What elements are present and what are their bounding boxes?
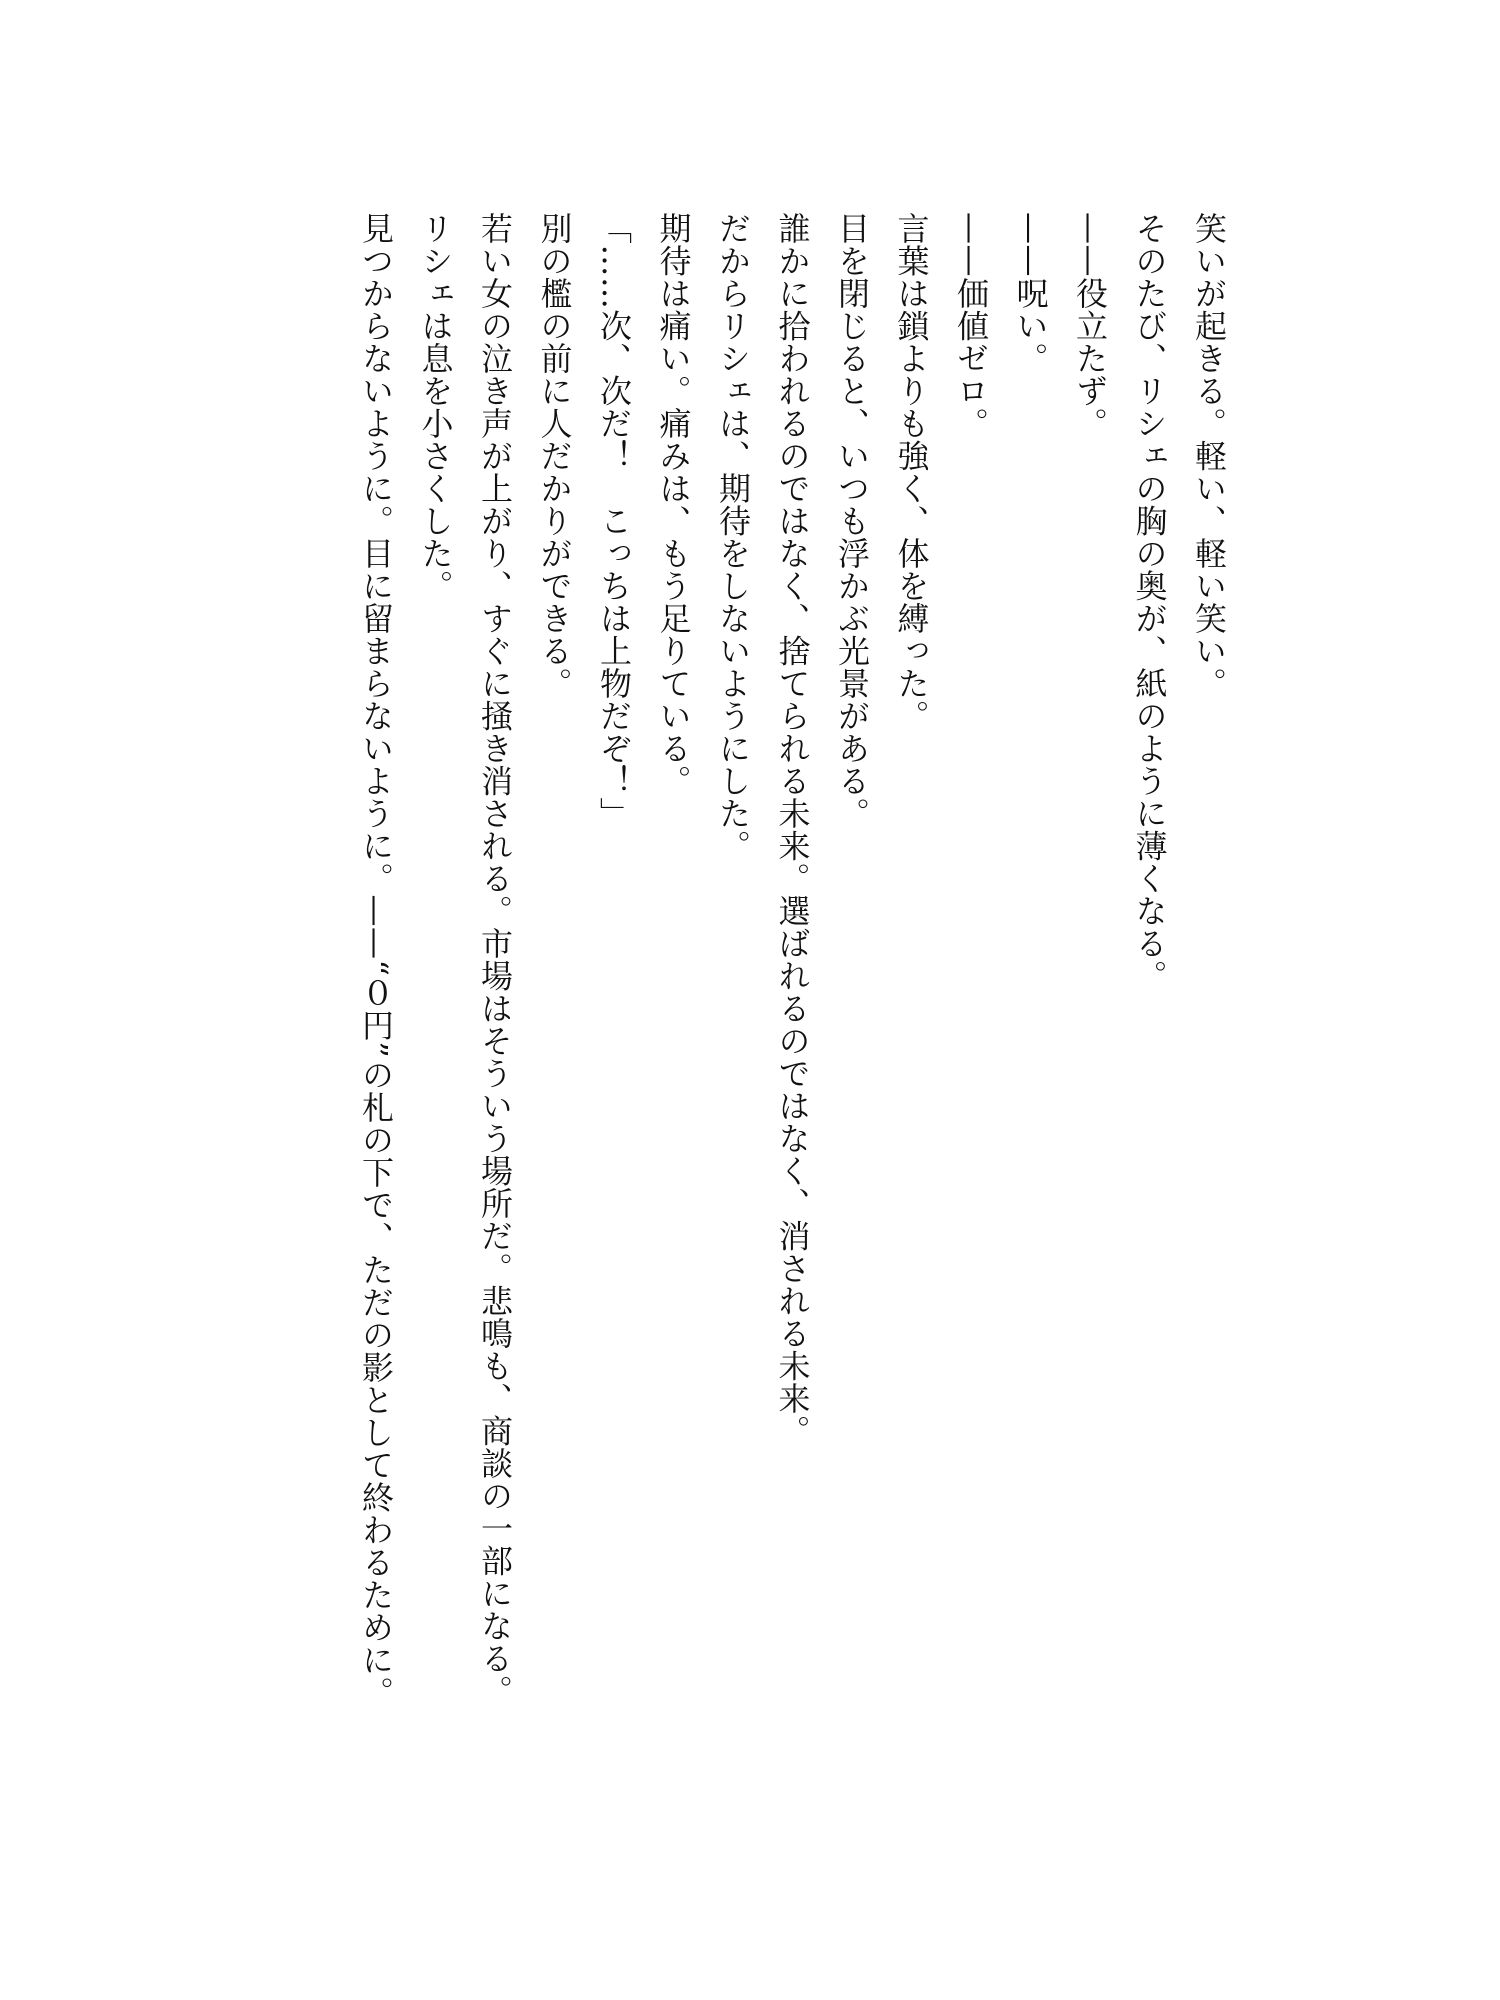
text-line: 見つからないように。目に留まらないように。——“０円”の札の下で、ただの影として終わるために。 (357, 212, 395, 1709)
text-line: 言葉は鎖よりも強く、体を縛った。 (892, 212, 931, 732)
vertical-text-body (346, 212, 1239, 1872)
text-line: ——呪い。 (1011, 212, 1050, 375)
text-line: リシェは息を小さくした。 (416, 212, 455, 602)
text-line: 笑いが起きる。軽い、軽い笑い。 (1190, 212, 1228, 700)
text-line: 誰かに拾われるのではなく、捨てられる未来。選ばれるのではなく、消される未来。 (773, 212, 812, 1447)
text-line: 期待は痛い。痛みは、もう足りている。 (654, 212, 693, 797)
text-line: ——価値ゼロ。 (952, 212, 990, 440)
text-line: ——役立たず。 (1071, 212, 1109, 440)
text-line: 別の檻の前に人だかりができる。 (535, 212, 574, 700)
text-line: 目を閉じると、いつも浮かぶ光景がある。 (833, 212, 871, 830)
dialogue-line: 「……次、次だ！ こっちは上物だぞ！」 (595, 212, 633, 830)
text-line: 若い女の泣き声が上がり、すぐに掻き消される。市場はそういう場所だ。悲鳴も、商談の一部になる。 (476, 212, 514, 1707)
text-line: そのたび、リシェの胸の奥が、紙のように薄くなる。 (1130, 212, 1169, 992)
text-line: だからリシェは、期待をしないようにした。 (714, 212, 752, 862)
